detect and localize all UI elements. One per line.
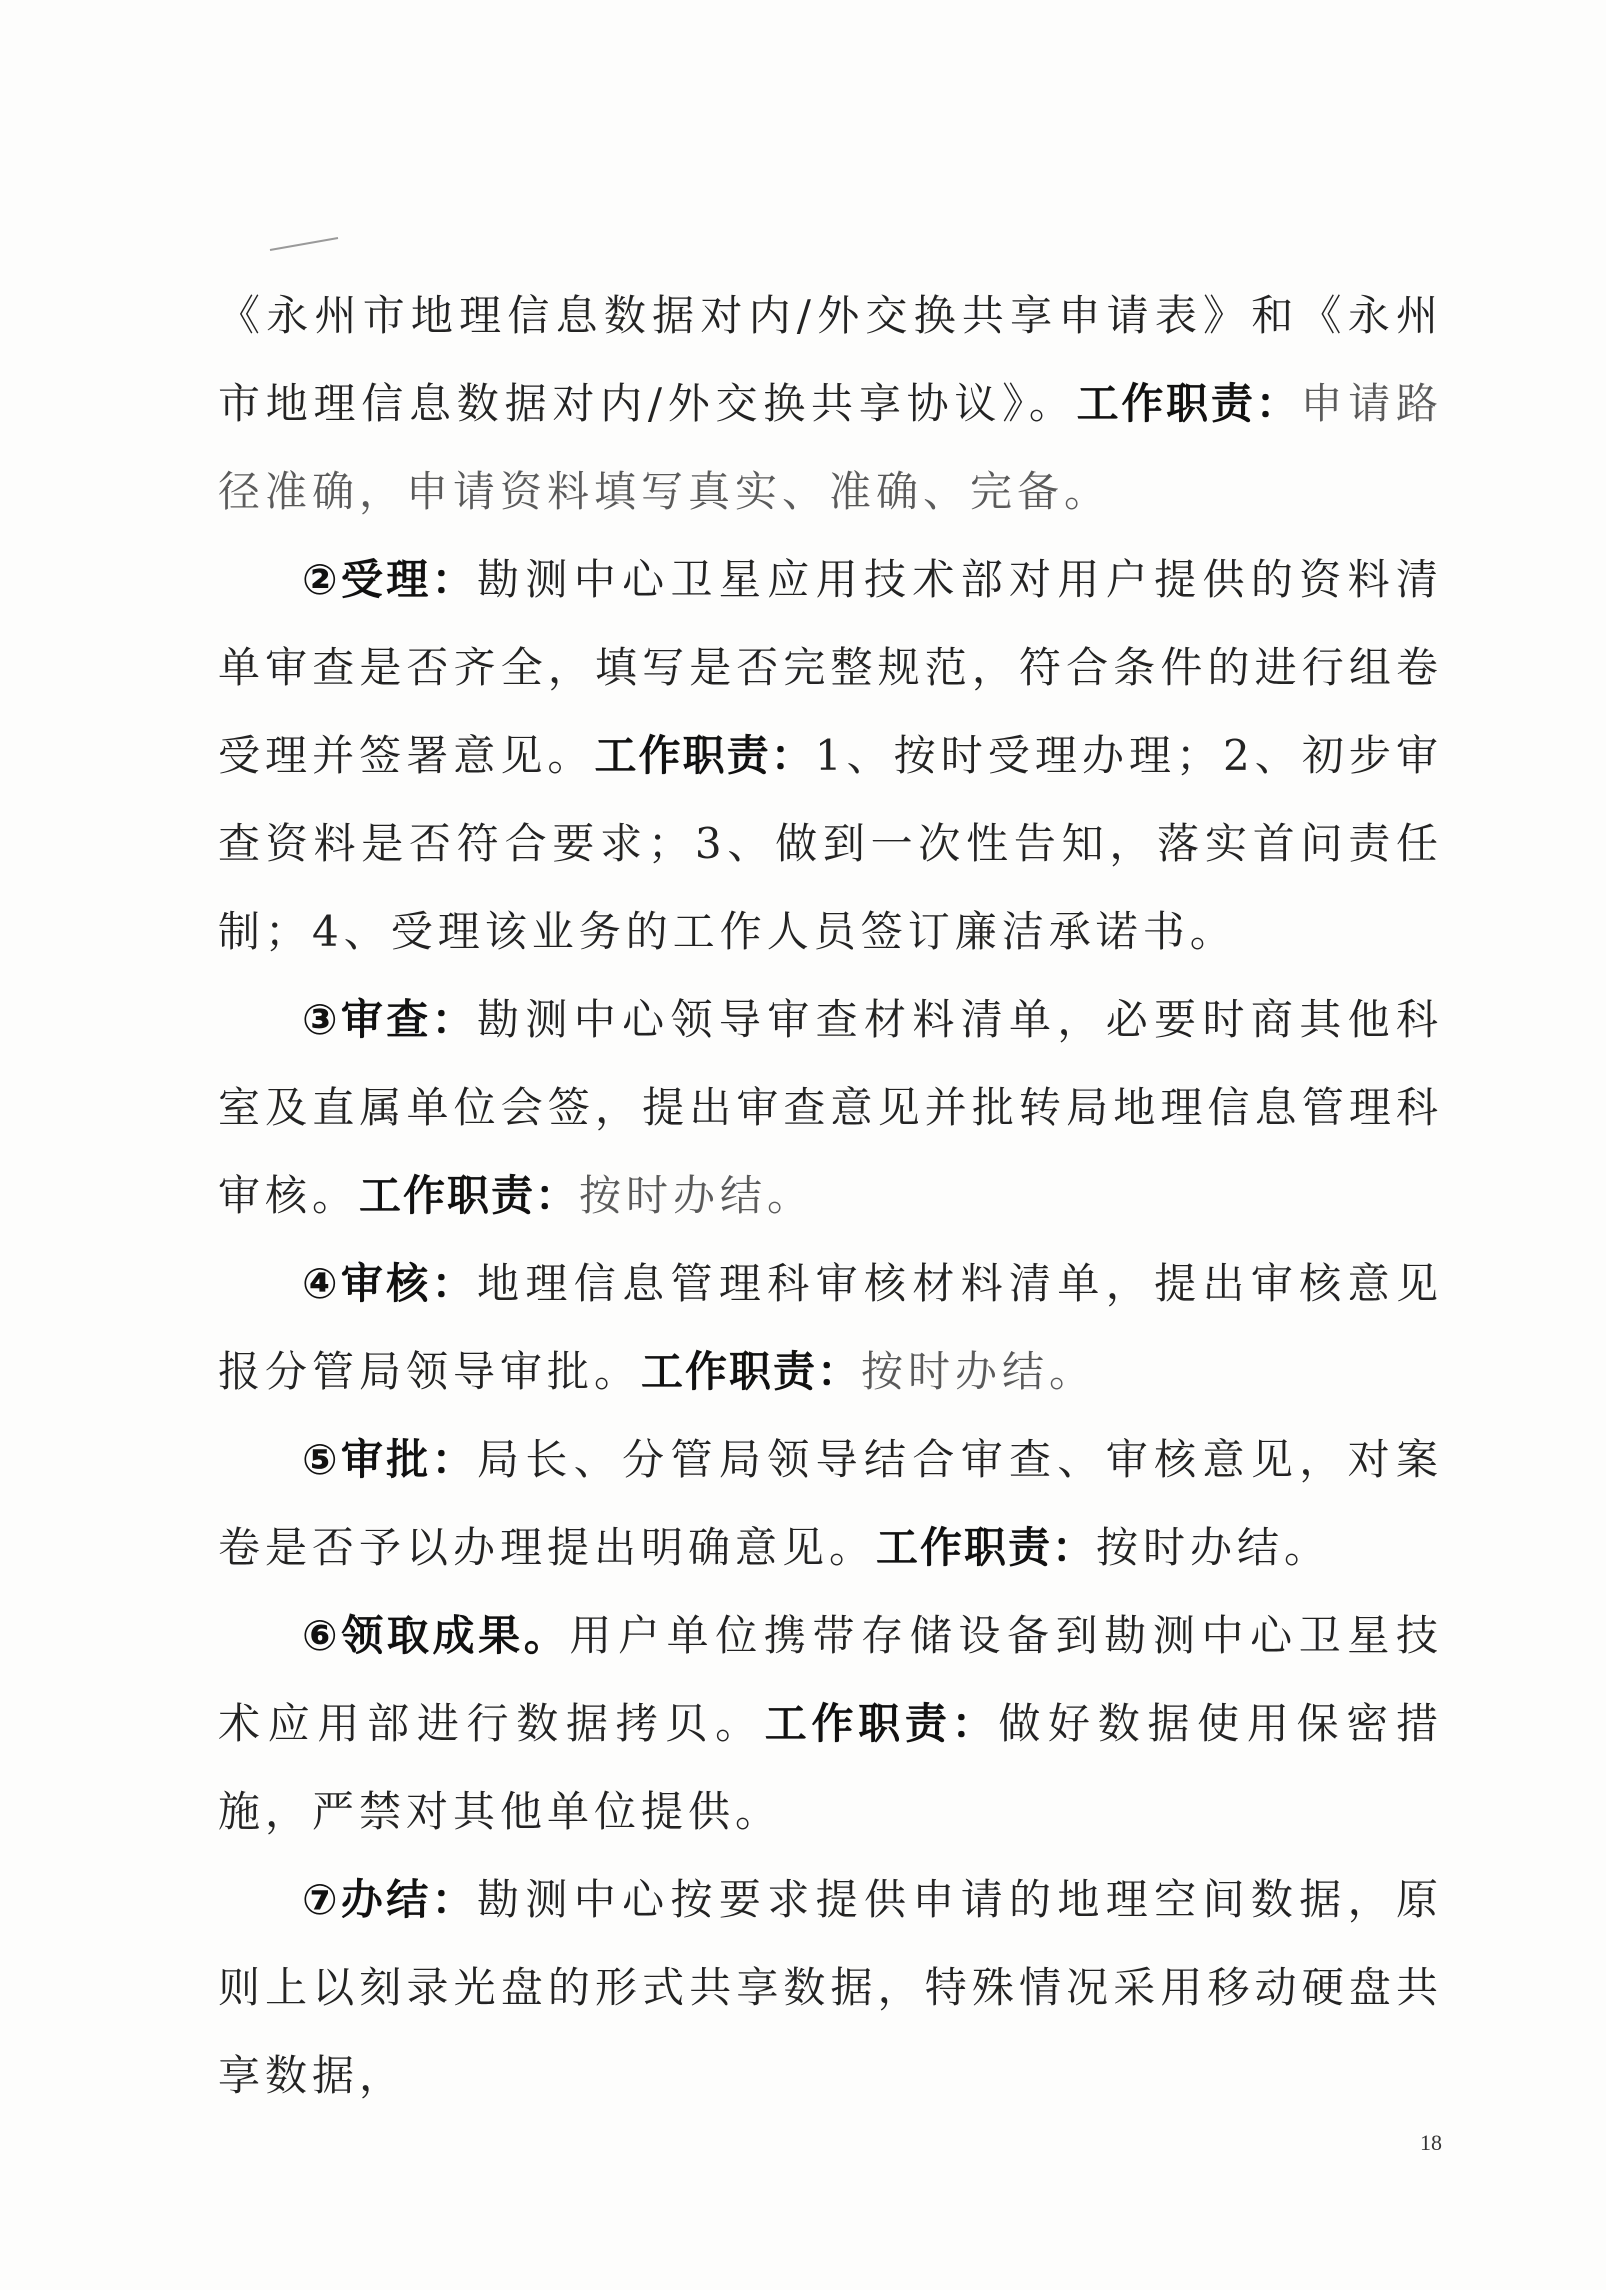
- bold-label: ②受理：: [302, 555, 478, 604]
- bold-label: ④审核：: [302, 1259, 478, 1308]
- bold-label: ③审查：: [302, 995, 478, 1044]
- bold-label: 工作职责：: [876, 1523, 1097, 1572]
- paragraph: [218, 976, 1443, 1240]
- paragraph: [218, 536, 1443, 976]
- paragraph: [218, 1856, 1443, 2120]
- bold-label: 工作职责：: [594, 731, 815, 780]
- paragraph-text: 勘测中心领导审查材料清单，必要时商其他科室及直属单位会签，提出审查意见并批转局地理信息管理科审核。: [218, 995, 1443, 1220]
- document-body: [218, 272, 1443, 2120]
- bold-label: 工作职责：: [764, 1699, 999, 1748]
- bold-label: ⑥领取成果。: [302, 1611, 570, 1660]
- paragraph: [218, 1592, 1443, 1856]
- paragraph: [218, 1240, 1443, 1416]
- paragraph-text: 申请路径准确，申请资料填写真实、准确、完备。: [218, 379, 1443, 516]
- bold-label: 工作职责：: [641, 1347, 862, 1396]
- paragraph-text: 1、按时受理办理；2、初步审查资料是否符合要求；3、做到一次性告知，落实首问责任制；4、受理该业务的工作人员签订廉洁承诺书。: [218, 731, 1443, 956]
- page-number: 18: [1420, 2130, 1442, 2155]
- paragraph-text: 用户单位携带存储设备到勘测中心卫星技术应用部进行数据拷贝。: [218, 1611, 1443, 1748]
- paragraph-text: 地理信息管理科审核材料清单，提出审核意见报分管局领导审批。: [218, 1259, 1443, 1396]
- paragraph-text: 勘测中心卫星应用技术部对用户提供的资料清单审查是否齐全，填写是否完整规范，符合条件的进行组卷受理并签署意见。: [218, 555, 1443, 780]
- bold-label: 工作职责：: [1076, 379, 1301, 428]
- paragraph-text: 勘测中心按要求提供申请的地理空间数据，原则上以刻录光盘的形式共享数据，特殊情况采用移动硬盘共享数据，: [218, 1875, 1443, 2100]
- paragraph-text: 《永州市地理信息数据对内/外交换共享申请表》和《永州市地理信息数据对内/外交换共享协议》。: [218, 291, 1443, 428]
- paragraph-text: 按时办结。: [1096, 1523, 1332, 1572]
- paragraph: [218, 1416, 1443, 1592]
- scan-mark: [268, 230, 388, 260]
- paragraph-text: 局长、分管局领导结合审查、审核意见，对案卷是否予以办理提出明确意见。: [218, 1435, 1443, 1572]
- bold-label: ⑦办结：: [302, 1875, 478, 1924]
- bold-label: 工作职责：: [359, 1171, 580, 1220]
- paragraph-text: 做好数据使用保密措施，严禁对其他单位提供。: [218, 1699, 1443, 1836]
- bold-label: ⑤审批：: [302, 1435, 478, 1484]
- paragraph: [218, 272, 1443, 536]
- paragraph-text: 按时办结。: [579, 1171, 815, 1220]
- paragraph-text: 按时办结。: [861, 1347, 1097, 1396]
